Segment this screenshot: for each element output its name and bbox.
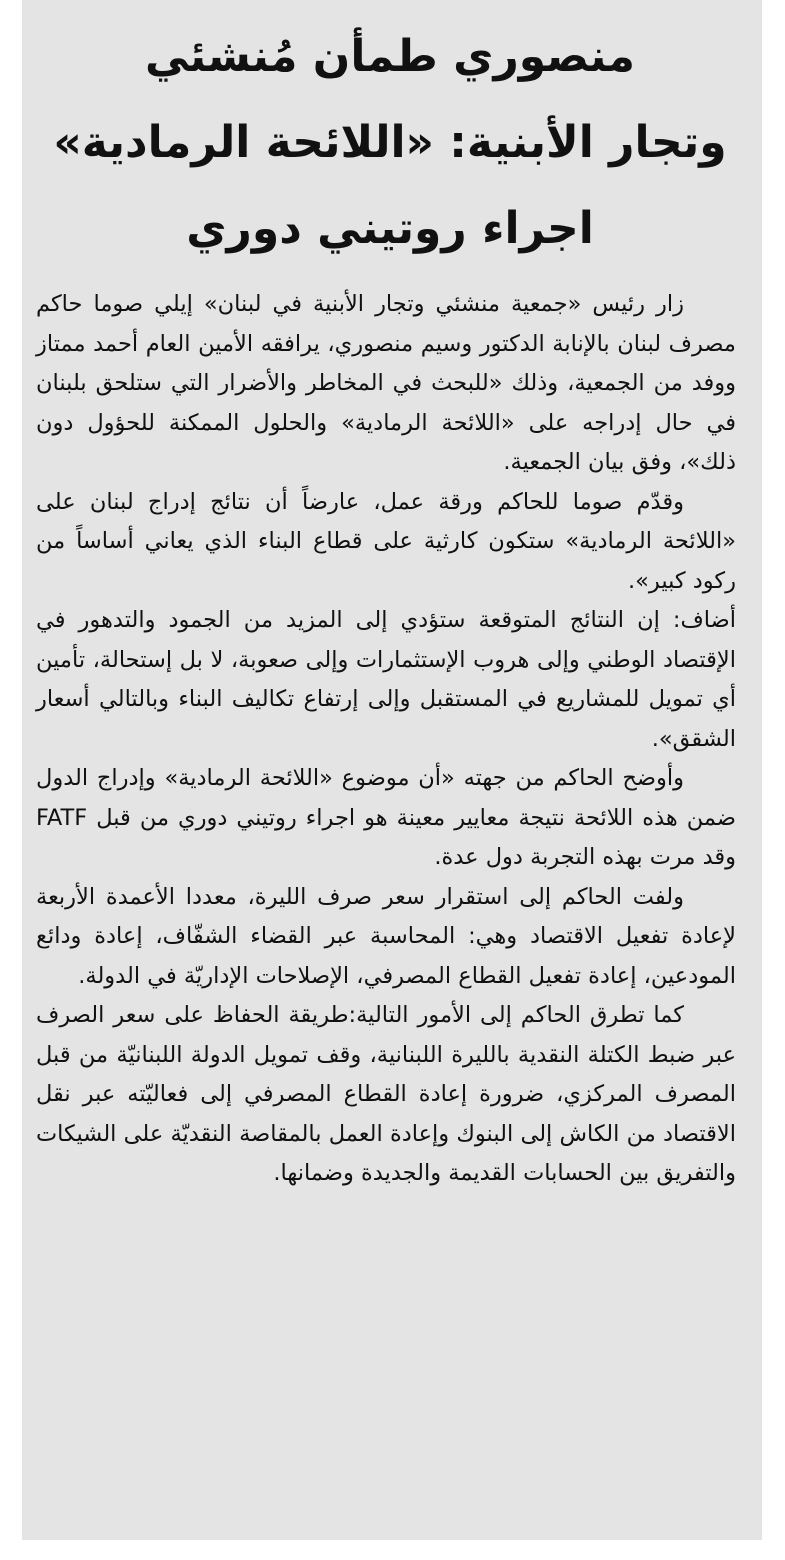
headline-line-3: اجراء روتيني دوري (186, 203, 594, 254)
article-paragraph-3: أضاف: إن النتائج المتوقعة ستؤدي إلى المزيد من الجمود والتدهور في الإقتصاد الوطني وإلى هروب الإستثمارات وإلى صعوبة، لا بل إستحالة، تأمين أي تمويل للمشاريع في المستقبل وإلى إرتفاع تكاليف البناء وبالتالي أسعار الشقق». (36, 607, 736, 752)
headline-line-2: وتجار الأبنية: «اللائحة الرمادية» (53, 117, 727, 168)
article-paragraph-1: زار رئيس «جمعية منشئي وتجار الأبنية في لبنان» إيلي صوما حاكم مصرف لبنان بالإنابة الدكتور وسيم منصوري، يرافقه الأمين العام أحمد ممتاز ووفد من الجمعية، وذلك «للبحث في المخاطر والأضرار التي ستلحق بلبنان في حال إدراجه على «اللائحة الرمادية» والحلول الممكنة للحؤول دون ذلك»، وفق بيان الجمعية. (36, 291, 736, 475)
headline-line-1: منصوري طمأن مُنشئي (145, 31, 635, 82)
article-paragraph-4: وأوضح الحاكم من جهته «أن موضوع «اللائحة الرمادية» وإدراج الدول ضمن هذه اللائحة نتيجة معايير معينة هو اجراء روتيني دوري من قبل FATF وقد مرت بهذه التجربة دول عدة. (36, 765, 736, 870)
article-paragraph-6: كما تطرق الحاكم إلى الأمور التالية:طريقة الحفاظ على سعر الصرف عبر ضبط الكتلة النقدية بالليرة اللبنانية، وقف تمويل الدولة اللبنانيّة من قبل المصرف المركزي، ضرورة إعادة القطاع المصرفي إلى فعاليّته عبر نقل الاقتصاد من الكاش إلى البنوك وإعادة العمل بالمقاصة النقديّة على الشيكات والتفريق بين الحسابات القديمة والجديدة وضمانها. (36, 1002, 736, 1186)
article-body (36, 285, 736, 1194)
article-paragraph-5: ولفت الحاكم إلى استقرار سعر صرف الليرة، معددا الأعمدة الأربعة لإعادة تفعيل الاقتصاد وهي: المحاسبة عبر القضاء الشفّاف، إعادة ودائع المودعين، إعادة تفعيل القطاع المصرفي، الإصلاحات الإداريّة في الدولة. (36, 883, 736, 989)
article-headline (40, 14, 740, 272)
article-paragraph-2: وقدّم صوما للحاكم ورقة عمل، عارضاً أن نتائج إدراج لبنان على «اللائحة الرمادية» ستكون كارثية على قطاع البناء الذي يعاني أساساً من ركود كبير». (36, 488, 736, 594)
